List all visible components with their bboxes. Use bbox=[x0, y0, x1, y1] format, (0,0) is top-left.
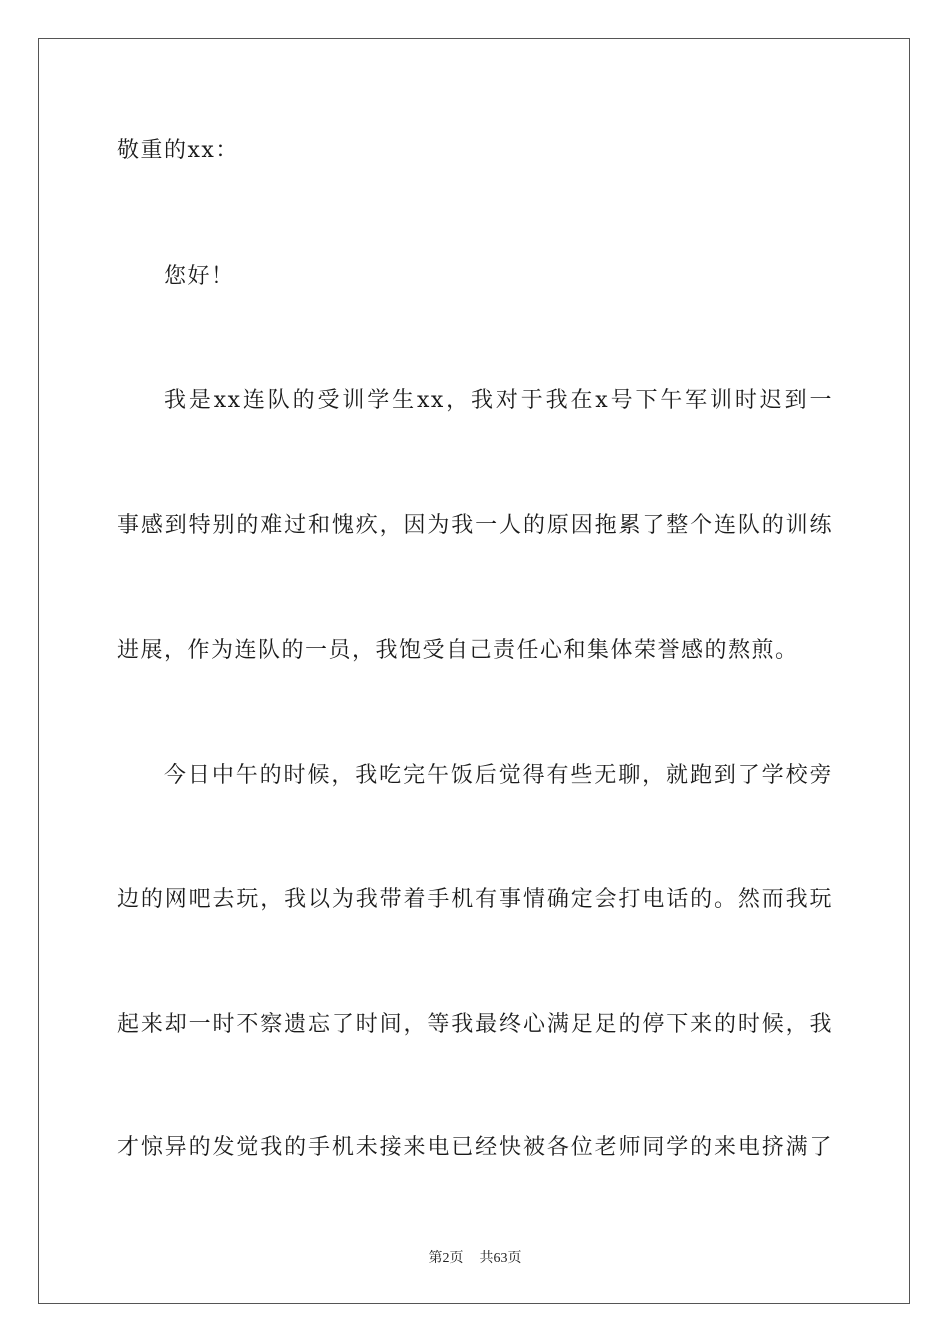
paragraph-line: 边的网吧去玩，我以为我带着手机有事情确定会打电话的。然而我玩 bbox=[117, 887, 833, 912]
paragraph-line: 起来却一时不察遗忘了时间，等我最终心满足足的停下来的时候，我 bbox=[117, 1012, 833, 1037]
paragraph-line: 我是xx连队的受训学生xx，我对于我在x号下午军训时迟到一 bbox=[164, 388, 833, 413]
greeting: 您好！ bbox=[164, 264, 235, 289]
salutation: 敬重的xx： bbox=[117, 138, 239, 163]
page-border bbox=[38, 38, 910, 1304]
page-number: 第2页 bbox=[428, 1251, 464, 1266]
paragraph-line: 才惊异的发觉我的手机未接来电已经快被各位老师同学的来电挤满了 bbox=[117, 1135, 833, 1160]
page-footer bbox=[0, 1247, 950, 1267]
page-total: 共63页 bbox=[479, 1251, 522, 1266]
paragraph-line: 进展，作为连队的一员，我饱受自己责任心和集体荣誉感的熬煎。 bbox=[117, 638, 799, 663]
paragraph-line: 事感到特别的难过和愧疚，因为我一人的原因拖累了整个连队的训练 bbox=[117, 513, 833, 538]
paragraph-line: 今日中午的时候，我吃完午饭后觉得有些无聊，就跑到了学校旁 bbox=[164, 763, 833, 788]
